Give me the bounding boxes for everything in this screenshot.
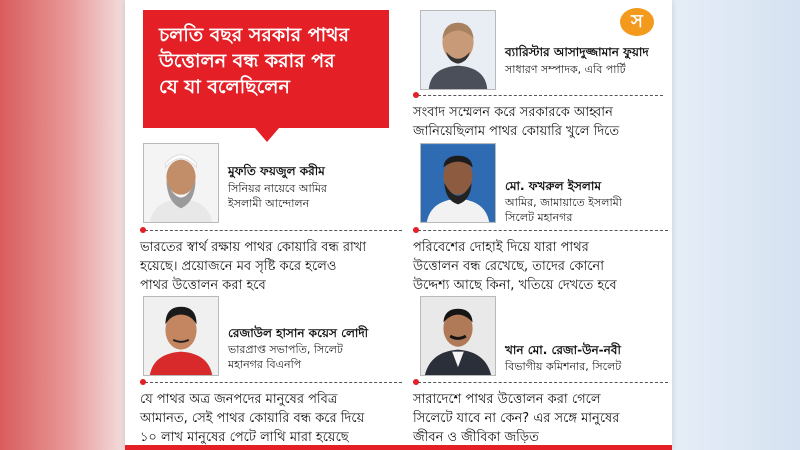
portrait-karim-icon [144, 144, 218, 222]
title-line: ভারপ্রাপ্ত সভাপতি, সিলেট [228, 343, 343, 356]
quote-line: পাথর উত্তোলন করা হবে [140, 278, 266, 293]
headline-line: উত্তোলন বন্ধ করার পর [159, 50, 335, 72]
quote-line: উত্তোলন বন্ধ রেখেছে, তাদের কোনো [413, 259, 604, 274]
quote-nabi [413, 382, 668, 447]
headline-line: চলতি বছর সরকার পাথর [159, 24, 349, 46]
portrait-fuad-icon [421, 11, 495, 89]
title-line: মহানগর বিএনপি [228, 358, 302, 371]
title-line: সিনিয়র নায়েবে আমির [228, 182, 327, 195]
portrait-fakhrul [420, 143, 496, 223]
portrait-fakhrul-icon [421, 144, 495, 222]
title-nabi [505, 359, 621, 374]
quote-fuad [413, 95, 663, 141]
publisher-logo: স [620, 8, 654, 36]
headline-line: যে যা বলেছিলেন [159, 76, 290, 98]
portrait-nabi [420, 296, 496, 376]
quote-line: ১০ লাখ মানুষের পেটে লাথি মারা হয়েছে [140, 430, 349, 445]
quote-line: ভারতের স্বার্থ রক্ষায় পাথর কোয়ারি বন্ধ রাখা [140, 240, 367, 255]
title-fakhrul [505, 195, 622, 225]
title-line: আমির, জামায়াতে ইসলামী [505, 196, 622, 209]
title-line: সিলেট মহানগর [505, 211, 573, 224]
headline-box [143, 10, 389, 128]
quote-lodi [140, 382, 402, 447]
quote-line: আমানত, সেই পাথর কোয়ারি বন্ধ করে দিয়ে [140, 411, 365, 426]
portrait-lodi-icon [144, 297, 218, 375]
quote-fakhrul [413, 230, 668, 295]
quote-line: হয়েছে। প্রয়োজনে মব সৃষ্টি করে হলেও [140, 259, 337, 274]
infographic-card [125, 0, 672, 450]
name-lodi: রেজাউল হাসান কয়েস লোদী [228, 326, 369, 340]
title-fuad [505, 62, 626, 77]
bottom-accent-bar [125, 445, 672, 450]
name-fakhrul: মো. ফখরুল ইসলাম [505, 179, 601, 193]
quote-line: সংবাদ সম্মেলন করে সরকারকে আহ্বান [413, 105, 613, 120]
portrait-karim [143, 143, 219, 223]
quote-line: জানিয়েছিলাম পাথর কোয়ারি খুলে দিতে [413, 124, 620, 139]
quote-line: সারাদেশে পাথর উত্তোলন করা গেলে [413, 392, 601, 407]
name-fuad: ব্যারিস্টার আসাদুজ্জামান ফুয়াদ [505, 45, 649, 59]
title-lodi [228, 342, 343, 372]
quote-karim [140, 230, 402, 295]
title-karim [228, 181, 327, 211]
title-line: ইসলামী আন্দোলন [228, 197, 310, 210]
name-nabi: খান মো. রেজা-উন-নবী [505, 343, 621, 357]
portrait-fuad [420, 10, 496, 90]
title-line: সাধারণ সম্পাদক, এবি পার্টি [505, 63, 626, 76]
quote-line: যে পাথর অত্র জনপদের মানুষের পবিত্র [140, 392, 338, 407]
quote-line: সিলেটে যাবে না কেন? এর সঙ্গে মানুষের [413, 411, 620, 426]
portrait-nabi-icon [421, 297, 495, 375]
name-karim: মুফতি ফয়জুল করীম [228, 164, 325, 178]
portrait-lodi [143, 296, 219, 376]
title-line: বিভাগীয় কমিশনার, সিলেট [505, 360, 622, 373]
quote-line: উদ্দেশ্য আছে কিনা, খতিয়ে দেখতে হবে [413, 278, 617, 293]
quote-line: জীবন ও জীবিকা জড়িত [413, 430, 539, 445]
quote-line: পরিবেশের দোহাই দিয়ে যারা পাথর [413, 240, 589, 255]
